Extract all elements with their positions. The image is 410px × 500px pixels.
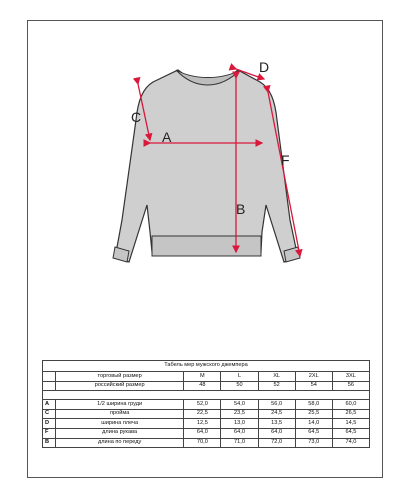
- row-value: 64,5: [295, 428, 332, 438]
- table-row: [43, 400, 370, 410]
- row-value: 13,5: [258, 419, 295, 429]
- table-row: [43, 438, 370, 448]
- row-value: 60,0: [332, 400, 369, 410]
- row-value: 64,5: [332, 428, 369, 438]
- ru-size: 50: [221, 381, 258, 391]
- trade-size: 3XL: [332, 372, 369, 382]
- row-value: 71,0: [221, 438, 258, 448]
- row-code: F: [43, 428, 56, 438]
- trade-size-label: торговый размер: [56, 372, 184, 382]
- ru-size: 52: [258, 381, 295, 391]
- sweater-shape: [115, 70, 298, 262]
- row-code: C: [43, 409, 56, 419]
- label-a: A: [162, 129, 172, 145]
- label-f: F: [281, 152, 290, 168]
- row-code: B: [43, 438, 56, 448]
- row-value: 64,0: [221, 428, 258, 438]
- row-value: 13,0: [221, 419, 258, 429]
- row-value: 14,0: [295, 419, 332, 429]
- row-value: 52,0: [184, 400, 221, 410]
- table-row: [43, 409, 370, 419]
- row-value: 24,5: [258, 409, 295, 419]
- row-name: 1/2 ширина груди: [56, 400, 184, 410]
- label-c: C: [131, 109, 142, 125]
- row-value: 26,5: [332, 409, 369, 419]
- row-value: 73,0: [295, 438, 332, 448]
- row-value: 25,5: [295, 409, 332, 419]
- label-b: B: [236, 201, 246, 217]
- row-value: 23,5: [221, 409, 258, 419]
- ru-size-label: российский размер: [56, 381, 184, 391]
- row-value: 14,5: [332, 419, 369, 429]
- row-value: 54,0: [221, 400, 258, 410]
- row-value: 22,5: [184, 409, 221, 419]
- ru-size: 56: [332, 381, 369, 391]
- table-title: Табель мер мужского джемпера: [43, 361, 370, 372]
- row-name: пройма: [56, 409, 184, 419]
- trade-size: M: [184, 372, 221, 382]
- trade-size: L: [221, 372, 258, 382]
- row-value: 74,0: [332, 438, 369, 448]
- row-name: ширина плеча: [56, 419, 184, 429]
- trade-size: 2XL: [295, 372, 332, 382]
- row-value: 64,0: [258, 428, 295, 438]
- table-row: [43, 428, 370, 438]
- ru-size: 54: [295, 381, 332, 391]
- row-name: длина рукава: [56, 428, 184, 438]
- table-row: [43, 419, 370, 429]
- ru-size: 48: [184, 381, 221, 391]
- row-code: D: [43, 419, 56, 429]
- row-value: 72,0: [258, 438, 295, 448]
- row-value: 12,5: [184, 419, 221, 429]
- size-chart-table: [42, 360, 370, 448]
- row-value: 56,0: [258, 400, 295, 410]
- row-name: длина по переду: [56, 438, 184, 448]
- row-value: 64,0: [184, 428, 221, 438]
- waistband: [152, 236, 261, 256]
- label-d: D: [259, 59, 270, 75]
- trade-size: XL: [258, 372, 295, 382]
- row-value: 58,0: [295, 400, 332, 410]
- row-code: A: [43, 400, 56, 410]
- row-value: 70,0: [184, 438, 221, 448]
